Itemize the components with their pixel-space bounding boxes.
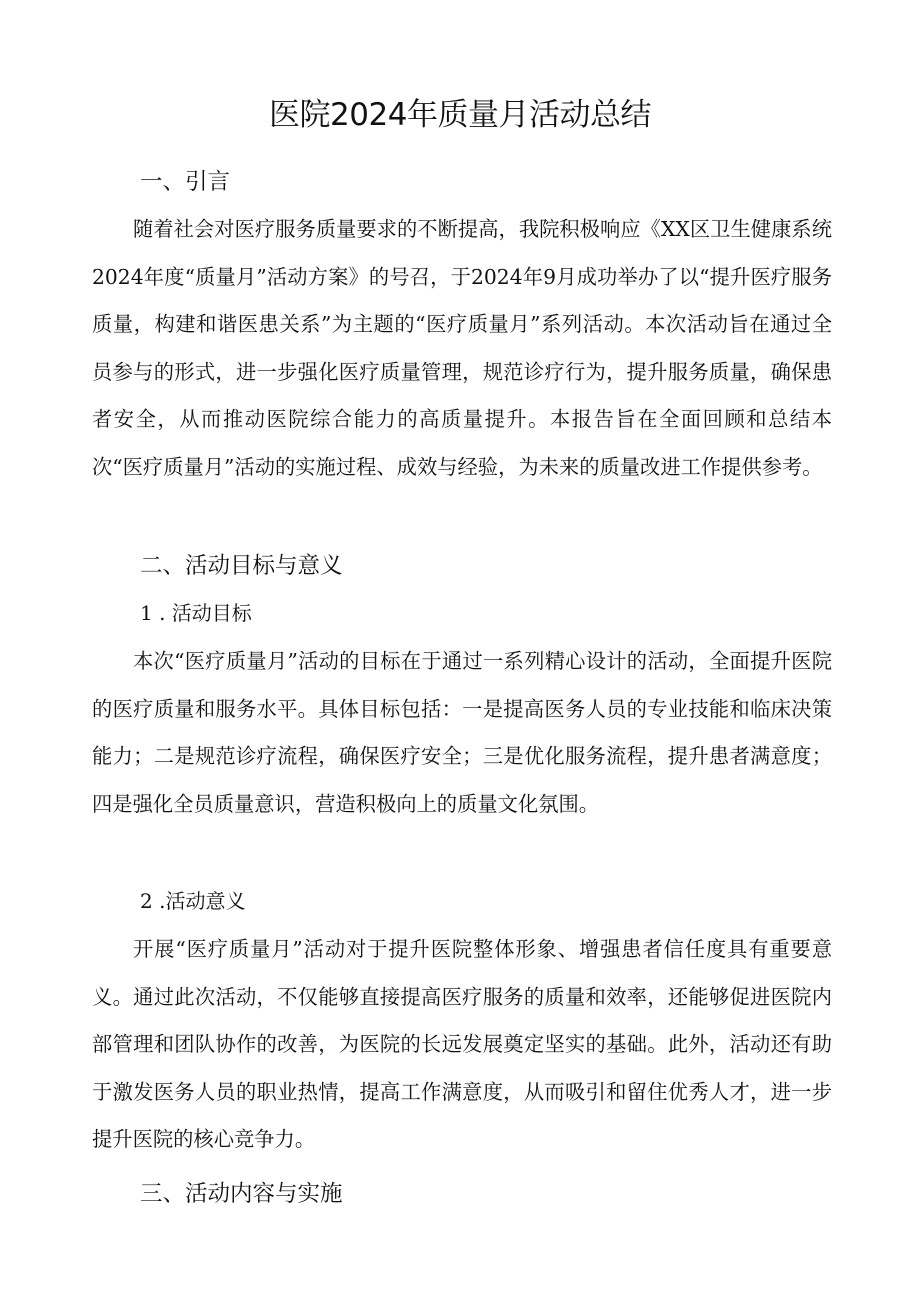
activity-goals-paragraph: 本次“医疗质量月”活动的目标在于通过一系列精心设计的活动，全面提升医院的医疗质量和服务水平。具体目标包括：一是提高医务人员的专业技能和临床决策能力；二是规范诊疗流程，确保医疗安全；三是优化服务流程，提升患者满意度；四是强化全员质量意识，营造积极向上的质量文化氛围。 — [92, 649, 832, 816]
section-heading-content-implementation: 三、活动内容与实施 — [140, 1181, 343, 1207]
introduction-paragraph: 随着社会对医疗服务质量要求的不断提高，我院积极响应《XX区卫生健康系统2024年度“质量月”活动方案》的号召，于2024年9月成功举办了以“提升医疗服务质量，构建和谐医患关系”为主题的“医疗质量月”系列活动。本次活动旨在通过全员参与的形式，进一步强化医疗质量管理，规范诊疗行为，提升服务质量，确保患者安全，从而推动医院综合能力的高质量提升。本报告旨在全面回顾和总结本次“医疗质量月”活动的实施过程、成效与经验，为未来的质量改进工作提供参考。 — [92, 217, 832, 479]
section-heading-introduction: 一、引言 — [140, 169, 231, 195]
activity-significance-paragraph: 开展“医疗质量月”活动对于提升医院整体形象、增强患者信任度具有重要意义。通过此次活动，不仅能够直接提高医疗服务的质量和效率，还能够促进医院内部管理和团队协作的改善，为医院的长远发展奠定坚实的基础。此外，活动还有助于激发医务人员的职业热情，提高工作满意度，从而吸引和留住优秀人才，进一步提升医院的核心竞争力。 — [92, 937, 832, 1151]
subheading-activity-significance: 2 .活动意义 — [140, 889, 246, 913]
document-title: 医院2024年质量月活动总结 — [269, 97, 651, 133]
section-heading-goals-significance: 二、活动目标与意义 — [140, 553, 343, 579]
subheading-activity-goals: 1 . 活动目标 — [140, 601, 252, 625]
